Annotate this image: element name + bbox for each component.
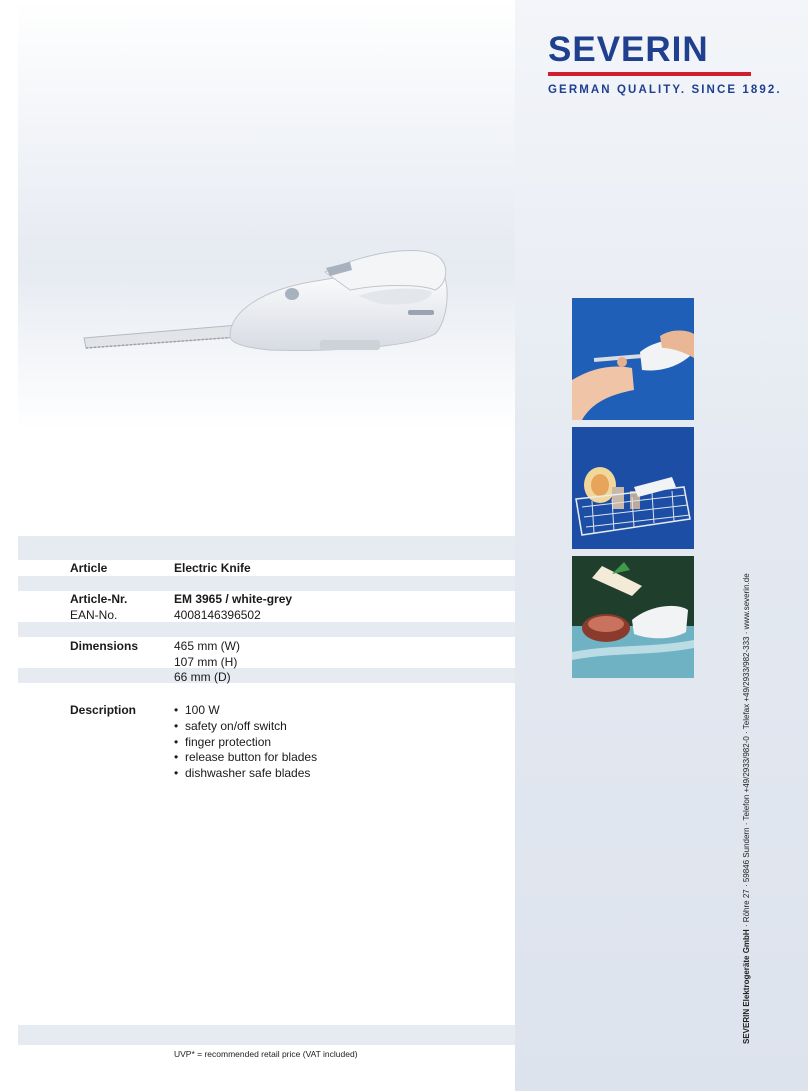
spec-value: 465 mm (W) — [174, 639, 240, 653]
carving-roast-photo — [572, 556, 694, 678]
logo-tagline: GERMAN QUALITY. SINCE 1892. — [548, 84, 782, 96]
logo-red-bar — [548, 72, 751, 76]
hand-holding-knife-photo — [572, 298, 694, 420]
article-color: / white-grey — [222, 592, 293, 606]
spec-band — [18, 536, 515, 560]
spec-band — [18, 622, 515, 637]
list-item: • finger protection — [174, 735, 317, 751]
footnote: UVP* = recommended retail price (VAT included) — [174, 1049, 358, 1059]
list-item: • release button for blades — [174, 750, 317, 766]
company-contact: · Röhre 27 · 59846 Sundern · Telefon +49/2933/982-0 · Telefax +49/2933/982-333 · www.severin.de — [742, 573, 751, 930]
spec-band — [18, 668, 515, 683]
logo-wordmark: SEVERIN — [548, 30, 709, 69]
company-address — [742, 573, 751, 1044]
spec-value: Electric Knife — [174, 561, 251, 575]
spec-label: Dimensions — [70, 639, 139, 653]
severin-logo — [548, 30, 782, 96]
spec-label: Description — [70, 703, 137, 717]
dishwasher-basket-photo — [572, 427, 694, 549]
company-name: SEVERIN Elektrogeräte GmbH — [742, 929, 751, 1044]
description-list — [174, 703, 317, 782]
article-number: EM 3965 — [174, 592, 223, 606]
list-item: • dishwasher safe blades — [174, 766, 317, 782]
spec-value: 107 mm (H) — [174, 655, 238, 669]
list-item: • 100 W — [174, 703, 317, 719]
spec-label: EAN-No. — [70, 608, 118, 622]
spec-band — [18, 576, 515, 591]
list-item: • safety on/off switch — [174, 719, 317, 735]
spec-label: Article — [70, 561, 108, 575]
spec-value: 4008146396502 — [174, 608, 261, 622]
electric-knife-image — [80, 240, 460, 380]
spec-label: Article-Nr. — [70, 592, 128, 606]
spec-value — [174, 592, 292, 606]
footer-band — [18, 1025, 515, 1045]
spec-value: 66 mm (D) — [174, 670, 231, 684]
